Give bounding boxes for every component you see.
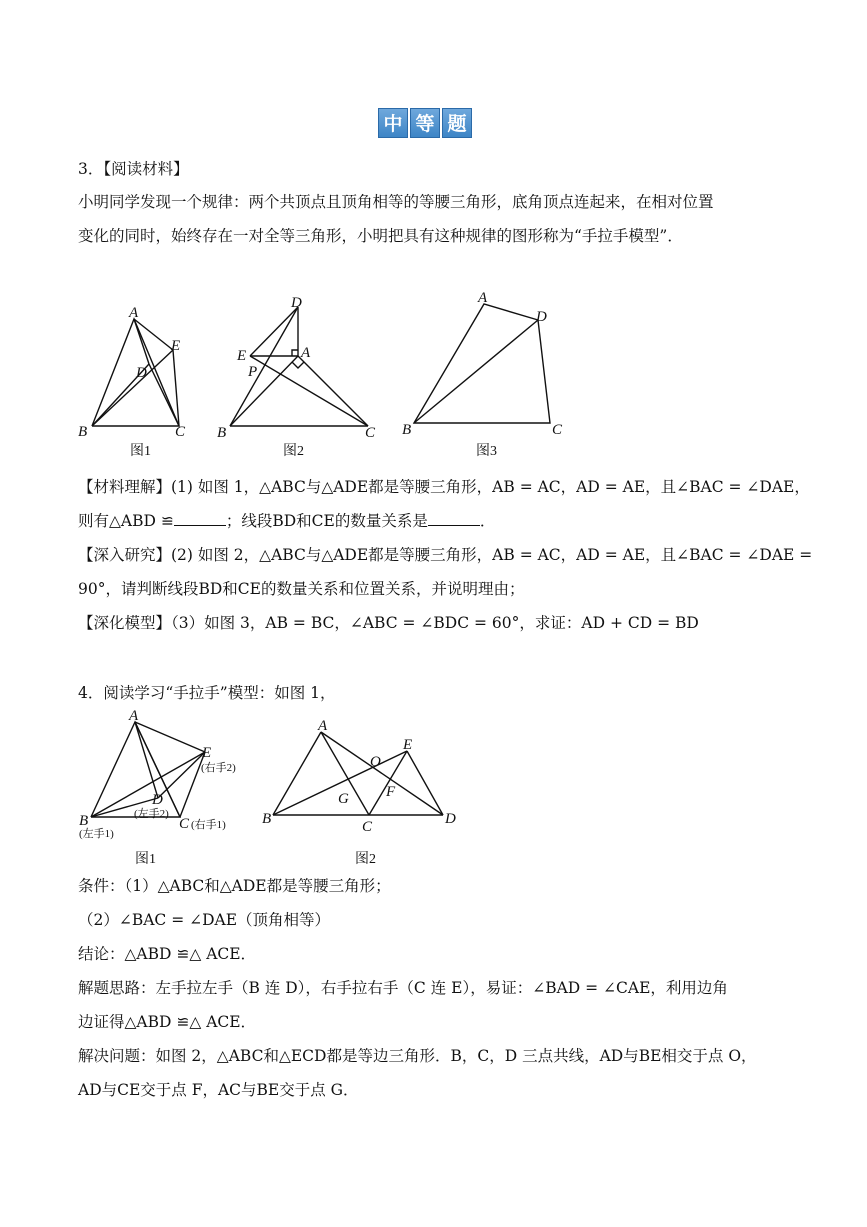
q4-title: 4．阅读学习“手拉手”模型：如图 1， [78,684,336,702]
q4-fig2-caption: 图2 [355,852,376,867]
q3-part1-middle: ；线段BD和CE的数量关系是 [225,512,428,530]
label-right-hand-2: (右手2) [201,762,236,774]
q3-figure-2 [215,295,385,440]
q3-fig2-caption: 图2 [283,444,304,459]
svg-text:D: D [291,295,302,311]
svg-text:A: A [129,305,139,321]
q3-fig1-caption: 图1 [130,444,151,459]
q4-condition-2: （2）∠BAC = ∠DAE（顶角相等） [78,911,331,929]
svg-text:B: B [402,422,412,438]
label-left-hand-1: (左手1) [79,828,114,840]
q3-part2-line1: 【深入研究】(2) 如图 2，△ABC与△ADE都是等腰三角形，AB = AC，AD = AE，且∠BAC = ∠DAE = [78,546,813,564]
svg-text:C: C [365,425,376,441]
svg-text:G: G [338,791,349,807]
svg-text:D: D [445,811,456,827]
svg-text:B: B [79,813,89,829]
difficulty-badge [378,108,472,138]
label-right-hand-1: (右手1) [191,819,226,831]
q4-conclusion: 结论：△ABD ≌△ ACE． [78,945,257,963]
q3-part3: 【深化模型】（3）如图 3，AB = BC，∠ABC = ∠BDC = 60°，求证：AD + CD = BD [78,614,699,632]
svg-text:B: B [78,424,88,440]
q3-part1-line2 [78,509,495,531]
q4-idea-line2: 边证得△ABD ≌△ ACE． [78,1013,257,1031]
badge-char: 题 [442,108,472,138]
q4-idea-line1: 解题思路：左手拉左手（B 连 D），右手拉右手（C 连 E），易证：∠BAD = ∠CAE，利用边角 [78,979,728,997]
svg-text:E: E [403,737,413,753]
svg-text:E: E [202,745,212,761]
svg-text:C: C [175,424,186,440]
q3-figure-1 [75,300,205,440]
svg-text:E: E [171,338,181,354]
svg-text:D: D [536,309,547,325]
q3-part1-prefix: 则有△ABD ≌ [78,512,174,530]
svg-text:P: P [248,364,258,380]
q4-figure-2 [260,715,470,840]
svg-text:C: C [552,422,563,438]
q4-figure-1 [78,705,258,845]
svg-text:B: B [217,425,227,441]
svg-text:E: E [237,348,247,364]
q3-intro-line1: 小明同学发现一个规律：两个共顶点且顶角相等的等腰三角形，底角顶点连起来，在相对位置 [78,193,714,211]
label-left-hand-2: (左手2) [134,808,169,820]
q3-part2-line2: 90°，请判断线段BD和CE的数量关系和位置关系，并说明理由； [78,580,525,598]
svg-text:C: C [362,819,373,835]
answer-blank-2[interactable] [428,511,480,526]
svg-text:A: A [129,708,139,724]
svg-text:C: C [179,816,190,832]
q3-intro-line2: 变化的同时，始终存在一对全等三角形，小明把具有这种规律的图形称为“手拉手模型”． [78,227,683,245]
badge-char: 等 [410,108,440,138]
answer-blank-1[interactable] [174,511,226,526]
svg-text:A: A [478,290,488,306]
q4-condition-1: 条件：（1）△ABC和△ADE都是等腰三角形； [78,877,391,895]
q4-solve-line2: AD与CE交于点 F，AC与BE交于点 G． [78,1081,359,1099]
svg-text:D: D [136,365,147,381]
q3-part1-end: ． [479,512,496,530]
q3-fig3-caption: 图3 [476,444,497,459]
svg-text:A: A [301,345,311,361]
svg-text:B: B [262,811,272,827]
svg-text:O: O [370,754,381,770]
q3-title: 3．【阅读材料】 [78,160,189,178]
q3-figure-3 [398,288,578,438]
svg-text:F: F [386,784,396,800]
q3-part1-line1: 【材料理解】(1) 如图 1，△ABC与△ADE都是等腰三角形，AB = AC，AD = AE，且∠BAC = ∠DAE， [78,478,810,496]
q4-solve-line1: 解决问题：如图 2，△ABC和△ECD都是等边三角形．B，C，D 三点共线，AD与BE相交于点 O， [78,1047,757,1065]
q4-fig1-caption: 图1 [135,852,156,867]
svg-text:D: D [152,792,163,808]
svg-text:A: A [318,718,328,734]
badge-char: 中 [378,108,408,138]
